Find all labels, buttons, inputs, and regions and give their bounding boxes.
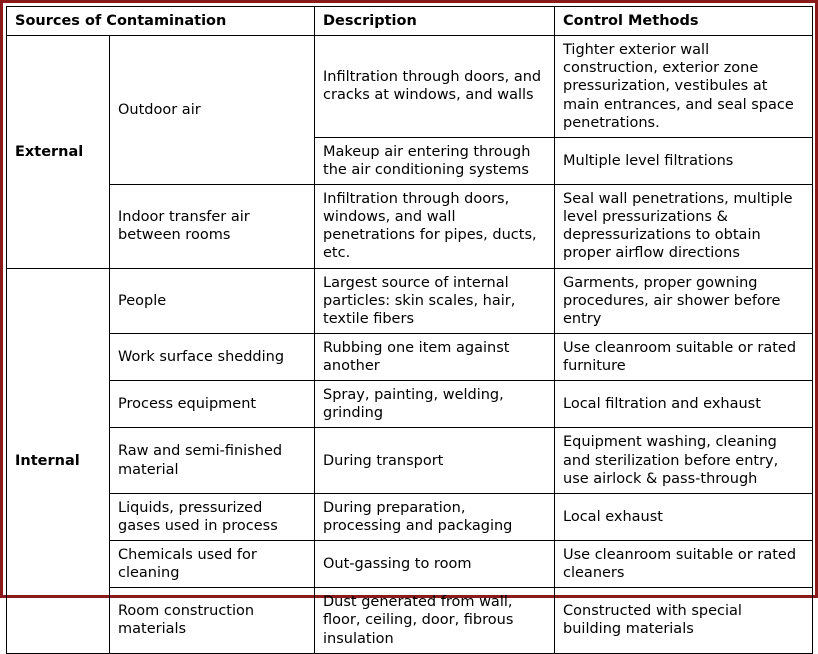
description-cell: Largest source of internal particles: skin scales, hair, textile fibers: [315, 268, 555, 333]
description-cell: During transport: [315, 428, 555, 493]
source-outdoor-air: Outdoor air: [110, 36, 315, 185]
table-row: [7, 36, 813, 138]
category-external: External: [7, 36, 110, 268]
description-cell: Dust generated from wall, floor, ceiling, door, fibrous insulation: [315, 588, 555, 653]
table-header-row: [7, 7, 813, 36]
table-body: [7, 36, 813, 654]
column-header-control-methods: Control Methods: [555, 7, 813, 36]
table-header: [7, 7, 813, 36]
source-liquids-pressurized-gases: Liquids, pressurized gases used in process: [110, 493, 315, 540]
table-row: [7, 333, 813, 380]
source-room-construction-materials: Room construction materials: [110, 588, 315, 653]
category-internal: Internal: [7, 268, 110, 653]
description-cell: During preparation, processing and packaging: [315, 493, 555, 540]
control-cell: Tighter exterior wall construction, exterior zone pressurization, vestibules at main entrances, and seal space penetrations.: [555, 36, 813, 138]
control-cell: Multiple level filtrations: [555, 137, 813, 184]
table-row: [7, 268, 813, 333]
control-cell: Local filtration and exhaust: [555, 381, 813, 428]
table-row: [7, 185, 813, 269]
control-cell: Garments, proper gowning procedures, air shower before entry: [555, 268, 813, 333]
description-cell: Out-gassing to room: [315, 541, 555, 588]
table-row: [7, 381, 813, 428]
description-cell: Infiltration through doors, and cracks at windows, and walls: [315, 36, 555, 138]
source-chemicals-used-for-cleaning: Chemicals used for cleaning: [110, 541, 315, 588]
description-cell: Makeup air entering through the air conditioning systems: [315, 137, 555, 184]
contamination-sources-table: [6, 6, 813, 654]
description-cell: Spray, painting, welding, grinding: [315, 381, 555, 428]
table-row: [7, 541, 813, 588]
source-indoor-transfer-air: Indoor transfer air between rooms: [110, 185, 315, 269]
table-row: [7, 493, 813, 540]
control-cell: Use cleanroom suitable or rated cleaners: [555, 541, 813, 588]
column-header-sources: Sources of Contamination: [7, 7, 315, 36]
source-work-surface-shedding: Work surface shedding: [110, 333, 315, 380]
control-cell: Local exhaust: [555, 493, 813, 540]
source-process-equipment: Process equipment: [110, 381, 315, 428]
control-cell: Constructed with special building materials: [555, 588, 813, 653]
description-cell: Rubbing one item against another: [315, 333, 555, 380]
source-people: People: [110, 268, 315, 333]
column-header-description: Description: [315, 7, 555, 36]
description-cell: Infiltration through doors, windows, and wall penetrations for pipes, ducts, etc.: [315, 185, 555, 269]
table-row: [7, 428, 813, 493]
control-cell: Use cleanroom suitable or rated furniture: [555, 333, 813, 380]
source-raw-semifinished-material: Raw and semi-finished material: [110, 428, 315, 493]
control-cell: Equipment washing, cleaning and sterilization before entry, use airlock & pass-through: [555, 428, 813, 493]
control-cell: Seal wall penetrations, multiple level pressurizations & depressurizations to obtain proper airflow directions: [555, 185, 813, 269]
